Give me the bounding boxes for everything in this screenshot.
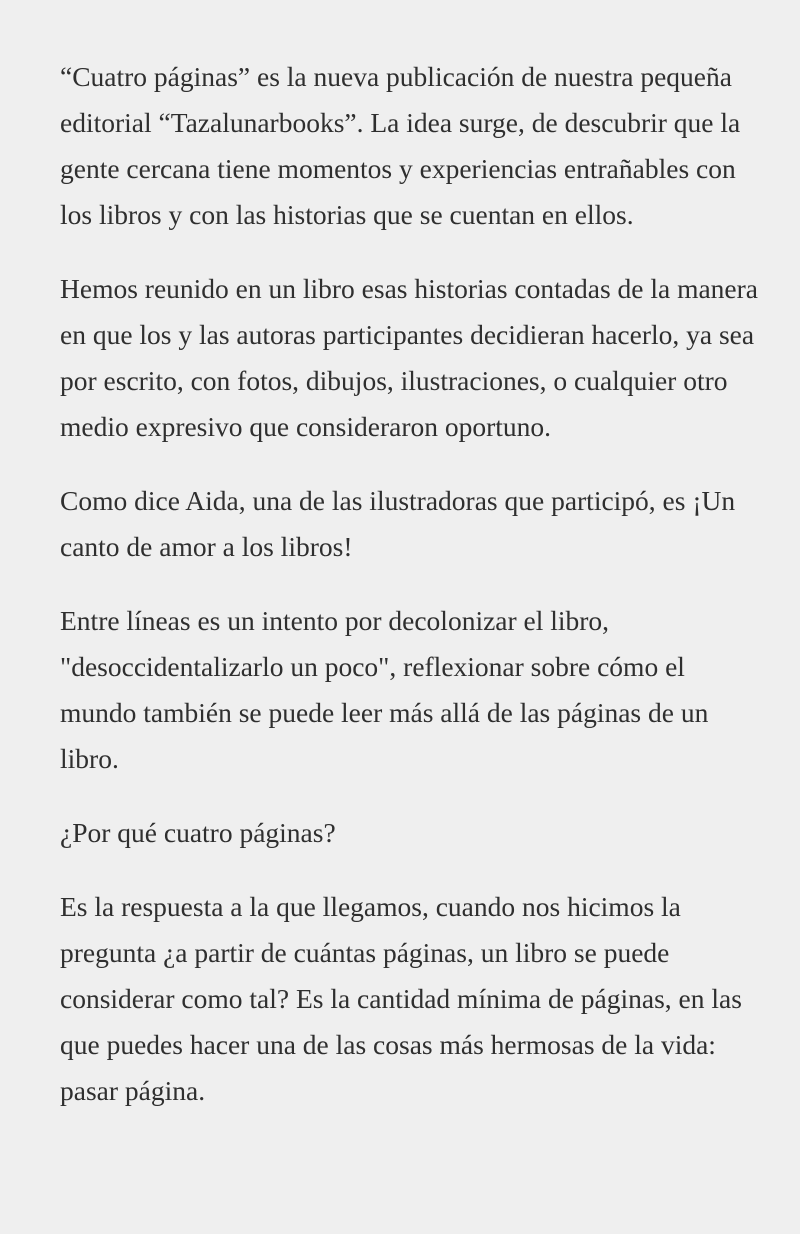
- paragraph-answer: Es la respuesta a la que llegamos, cuando nos hicimos la pregunta ¿a partir de cuántas páginas, un libro se puede considerar como tal? Es la cantidad mínima de páginas, en las que puedes hacer una de las cosas más hermosas de la vida: pasar página.: [60, 891, 742, 1106]
- paragraph-question: ¿Por qué cuatro páginas?: [60, 817, 336, 848]
- article-body: [60, 54, 765, 1142]
- paragraph-aida-quote: Como dice Aida, una de las ilustradoras que participó, es ¡Un canto de amor a los libros!: [60, 485, 736, 562]
- paragraph-decolonize: Entre líneas es un intento por decolonizar el libro, "desoccidentalizarlo un poco", reflexionar sobre cómo el mundo también se puede leer más allá de las páginas de un libro.: [60, 605, 709, 774]
- paragraph-intro: “Cuatro páginas” es la nueva publicación de nuestra pequeña editorial “Tazalunarbooks”. La idea surge, de descubrir que la gente cercana tiene momentos y experiencias entrañables con los libros y con las historias que se cuentan en ellos.: [60, 61, 741, 230]
- paragraph-gathered-stories: Hemos reunido en un libro esas historias contadas de la manera en que los y las autoras participantes decidieran hacerlo, ya sea por escrito, con fotos, dibujos, ilustraciones, o cualquier otro medio expresivo que consideraron oportuno.: [60, 273, 758, 442]
